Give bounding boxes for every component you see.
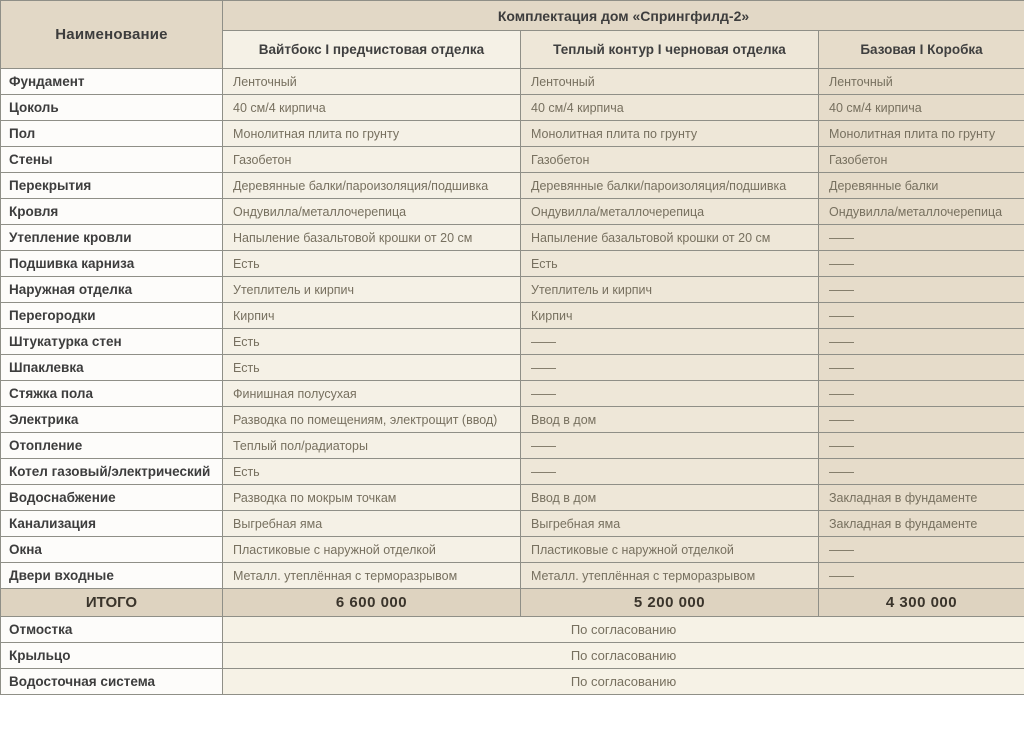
row-label: Окна — [1, 537, 223, 563]
agreement-cell: По согласованию — [223, 643, 1024, 669]
row-label: Шпаклевка — [1, 355, 223, 381]
cell-whitebox: Ленточный — [223, 69, 521, 95]
cell-base: —— — [819, 537, 1024, 563]
agreement-cell: По согласованию — [223, 669, 1024, 695]
column-header-whitebox: Вайтбокс I предчистовая отделка — [223, 31, 521, 69]
cell-warm-contour: Пластиковые с наружной отделкой — [521, 537, 819, 563]
table-row — [1, 303, 1024, 329]
table-row — [1, 537, 1024, 563]
row-label: Электрика — [1, 407, 223, 433]
cell-base: —— — [819, 225, 1024, 251]
table-row — [1, 199, 1024, 225]
row-label: Стяжка пола — [1, 381, 223, 407]
cell-whitebox: Разводка по помещениям, электрощит (ввод) — [223, 407, 521, 433]
row-label: Наружная отделка — [1, 277, 223, 303]
cell-base: Закладная в фундаменте — [819, 511, 1024, 537]
cell-base: —— — [819, 459, 1024, 485]
cell-base: Деревянные балки — [819, 173, 1024, 199]
cell-base: —— — [819, 329, 1024, 355]
cell-base: Монолитная плита по грунту — [819, 121, 1024, 147]
cell-base: Ондувилла/металлочерепица — [819, 199, 1024, 225]
header-row-top — [1, 1, 1024, 31]
cell-whitebox: Ондувилла/металлочерепица — [223, 199, 521, 225]
column-header-base: Базовая I Коробка — [819, 31, 1024, 69]
table-row — [1, 459, 1024, 485]
agreement-cell: По согласованию — [223, 617, 1024, 643]
totals-row — [1, 589, 1024, 617]
row-label: Отопление — [1, 433, 223, 459]
cell-base: —— — [819, 277, 1024, 303]
row-label: Стены — [1, 147, 223, 173]
cell-whitebox: Разводка по мокрым точкам — [223, 485, 521, 511]
cell-base: —— — [819, 433, 1024, 459]
cell-warm-contour: —— — [521, 329, 819, 355]
cell-warm-contour: Ввод в дом — [521, 485, 819, 511]
row-label: Пол — [1, 121, 223, 147]
cell-whitebox: Есть — [223, 459, 521, 485]
cell-whitebox: Металл. утеплённая с терморазрывом — [223, 563, 521, 589]
cell-whitebox: Есть — [223, 329, 521, 355]
row-label: Отмостка — [1, 617, 223, 643]
cell-base: 40 см/4 кирпича — [819, 95, 1024, 121]
table-row — [1, 251, 1024, 277]
table-title: Комплектация дом «Спрингфилд-2» — [223, 1, 1024, 31]
row-label: Двери входные — [1, 563, 223, 589]
table-row — [1, 121, 1024, 147]
table-row — [1, 485, 1024, 511]
cell-warm-contour: Кирпич — [521, 303, 819, 329]
row-label: Котел газовый/электрический — [1, 459, 223, 485]
cell-warm-contour: Газобетон — [521, 147, 819, 173]
cell-warm-contour: Деревянные балки/пароизоляция/подшивка — [521, 173, 819, 199]
table-row — [1, 563, 1024, 589]
cell-warm-contour: Металл. утеплённая с терморазрывом — [521, 563, 819, 589]
cell-whitebox: Кирпич — [223, 303, 521, 329]
cell-warm-contour: Напыление базальтовой крошки от 20 см — [521, 225, 819, 251]
cell-whitebox: Выгребная яма — [223, 511, 521, 537]
cell-whitebox: Напыление базальтовой крошки от 20 см — [223, 225, 521, 251]
cell-whitebox: Газобетон — [223, 147, 521, 173]
row-label: Подшивка карниза — [1, 251, 223, 277]
cell-whitebox: Утеплитель и кирпич — [223, 277, 521, 303]
table-row — [1, 511, 1024, 537]
cell-base: —— — [819, 251, 1024, 277]
table-row — [1, 69, 1024, 95]
cell-whitebox: Финишная полусухая — [223, 381, 521, 407]
row-label: Фундамент — [1, 69, 223, 95]
cell-warm-contour: Ввод в дом — [521, 407, 819, 433]
column-header-warm-contour: Теплый контур I черновая отделка — [521, 31, 819, 69]
footer-row — [1, 669, 1024, 695]
table-row — [1, 381, 1024, 407]
row-label: Перекрытия — [1, 173, 223, 199]
cell-whitebox: Пластиковые с наружной отделкой — [223, 537, 521, 563]
cell-base: Закладная в фундаменте — [819, 485, 1024, 511]
table-row — [1, 147, 1024, 173]
cell-warm-contour: —— — [521, 355, 819, 381]
cell-base: Ленточный — [819, 69, 1024, 95]
cell-whitebox: 40 см/4 кирпича — [223, 95, 521, 121]
cell-warm-contour: Ленточный — [521, 69, 819, 95]
cell-warm-contour: Монолитная плита по грунту — [521, 121, 819, 147]
cell-whitebox: Деревянные балки/пароизоляция/подшивка — [223, 173, 521, 199]
footer-row — [1, 617, 1024, 643]
cell-warm-contour: 40 см/4 кирпича — [521, 95, 819, 121]
totals-warm-contour-price: 5 200 000 — [521, 589, 819, 617]
cell-base: —— — [819, 381, 1024, 407]
cell-whitebox: Теплый пол/радиаторы — [223, 433, 521, 459]
cell-base: —— — [819, 407, 1024, 433]
cell-base: —— — [819, 355, 1024, 381]
row-label: Перегородки — [1, 303, 223, 329]
cell-warm-contour: Выгребная яма — [521, 511, 819, 537]
table-row — [1, 407, 1024, 433]
table-row — [1, 173, 1024, 199]
cell-whitebox: Есть — [223, 251, 521, 277]
cell-warm-contour: Есть — [521, 251, 819, 277]
cell-whitebox: Есть — [223, 355, 521, 381]
table-row — [1, 433, 1024, 459]
cell-warm-contour: —— — [521, 433, 819, 459]
cell-base: —— — [819, 563, 1024, 589]
table-row — [1, 95, 1024, 121]
row-label: Цоколь — [1, 95, 223, 121]
totals-label: ИТОГО — [1, 589, 223, 617]
row-label: Водоснабжение — [1, 485, 223, 511]
table-row — [1, 355, 1024, 381]
cell-warm-contour: —— — [521, 381, 819, 407]
table-row — [1, 277, 1024, 303]
totals-whitebox-price: 6 600 000 — [223, 589, 521, 617]
footer-row — [1, 643, 1024, 669]
cell-base: —— — [819, 303, 1024, 329]
row-label: Водосточная система — [1, 669, 223, 695]
totals-base-price: 4 300 000 — [819, 589, 1024, 617]
row-label: Утепление кровли — [1, 225, 223, 251]
name-column-header: Наименование — [1, 1, 223, 69]
cell-warm-contour: Ондувилла/металлочерепица — [521, 199, 819, 225]
cell-warm-contour: Утеплитель и кирпич — [521, 277, 819, 303]
cell-whitebox: Монолитная плита по грунту — [223, 121, 521, 147]
table-row — [1, 329, 1024, 355]
cell-warm-contour: —— — [521, 459, 819, 485]
row-label: Кровля — [1, 199, 223, 225]
cell-base: Газобетон — [819, 147, 1024, 173]
row-label: Канализация — [1, 511, 223, 537]
table-row — [1, 225, 1024, 251]
row-label: Крыльцо — [1, 643, 223, 669]
row-label: Штукатурка стен — [1, 329, 223, 355]
